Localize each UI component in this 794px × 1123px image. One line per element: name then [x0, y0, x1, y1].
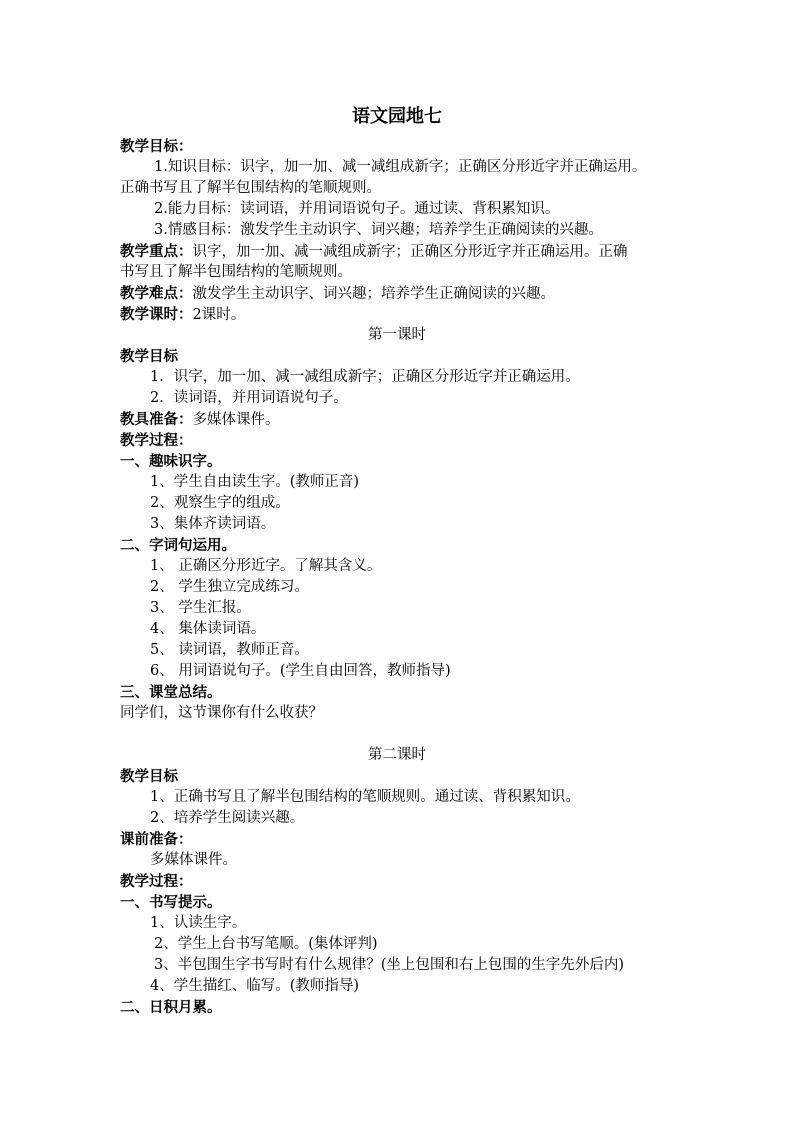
line-text: 1、认读生字。	[150, 915, 247, 931]
bold-heading-line	[120, 136, 680, 157]
line-text: 教学过程：	[120, 873, 193, 890]
line-text: 第一课时	[368, 327, 426, 343]
text-line	[120, 178, 680, 199]
line-text: 教学过程：	[120, 432, 193, 449]
text-line	[120, 241, 680, 263]
line-label: 教学重点：	[120, 243, 193, 260]
text-line	[120, 367, 710, 388]
text-line	[120, 787, 710, 808]
text-line	[120, 619, 710, 640]
line-text: 1.知识目标：识字，加一加、减一减组成新字；正确区分形近字并正确运用。	[154, 159, 647, 175]
line-text: 多媒体课件。	[192, 412, 280, 428]
text-line	[120, 199, 714, 220]
text-line	[120, 661, 710, 682]
line-text: 一、书写提示。	[120, 894, 222, 911]
text-line	[120, 262, 680, 283]
section-heading	[0, 745, 794, 766]
text-line	[120, 472, 710, 493]
line-text: 4、学生描红、临写。(教师指导)	[150, 978, 360, 994]
text-line	[120, 808, 710, 829]
line-text: 1、正确书写且了解半包围结构的笔顺规则。通过读、背积累知识。	[150, 789, 580, 805]
line-text: 识字，加一加、减一减组成新字；正确区分形近字并正确运用。正确	[192, 244, 628, 260]
bold-heading-line	[120, 535, 680, 556]
section-heading	[0, 325, 794, 346]
bold-heading-line	[120, 766, 680, 787]
line-text: 1、 正确区分形近字。了解其含义。	[150, 558, 382, 574]
line-text: 2、学生上台书写笔顺。(集体评判)	[154, 936, 378, 952]
text-line	[120, 598, 710, 619]
line-text: 二、日积月累。	[120, 999, 222, 1016]
line-text: 2、观察生字的组成。	[150, 495, 290, 511]
bold-heading-line	[120, 346, 680, 367]
line-text: 2．读词语，并用词语说句子。	[150, 390, 348, 406]
bold-heading-line	[120, 997, 680, 1018]
line-text: 教学目标	[120, 768, 178, 785]
bold-heading-line	[120, 451, 680, 472]
line-text: 课前准备：	[120, 831, 193, 848]
line-label: 教具准备：	[120, 411, 193, 428]
line-text: 2、培养学生阅读兴趣。	[150, 810, 305, 826]
text-line	[120, 913, 710, 934]
line-text: 书写且了解半包围结构的笔顺规则。	[120, 264, 352, 280]
text-line	[120, 409, 680, 431]
line-text: 三、课堂总结。	[120, 684, 222, 701]
bold-heading-line	[120, 892, 680, 913]
text-line	[120, 577, 710, 598]
line-text: 2、 学生独立完成练习。	[150, 579, 309, 595]
line-text: 5、 读词语，教师正音。	[150, 642, 309, 658]
text-line	[120, 556, 710, 577]
text-line	[120, 640, 710, 661]
text-line	[120, 934, 714, 955]
line-text: 激发学生主动识字、词兴趣；培养学生正确阅读的兴趣。	[192, 286, 555, 302]
text-line	[120, 976, 710, 997]
line-text: 3、集体齐读词语。	[150, 516, 276, 532]
line-text: 3、半包围生字书写时有什么规律？(坐上包围和右上包围的生字先外后内)	[154, 957, 625, 973]
line-text: 正确书写且了解半包围结构的笔顺规则。	[120, 180, 381, 196]
text-line	[120, 955, 714, 976]
line-text: 第二课时	[368, 747, 426, 763]
text-line	[120, 703, 680, 724]
text-line	[120, 157, 714, 178]
document-title: 语文园地七	[352, 106, 442, 127]
text-line	[120, 388, 710, 409]
text-line	[120, 850, 710, 871]
bold-heading-line	[120, 829, 680, 850]
line-text: 2课时。	[192, 307, 246, 323]
text-line	[120, 304, 680, 326]
line-text: 教学目标	[120, 348, 178, 365]
line-text: 一、趣味识字。	[120, 453, 222, 470]
line-text: 4、 集体读词语。	[150, 621, 266, 637]
line-text: 1、学生自由读生字。(教师正音)	[150, 474, 360, 490]
line-text: 多媒体课件。	[150, 852, 237, 868]
text-line	[120, 493, 710, 514]
line-text: 教学目标：	[120, 138, 193, 155]
text-line	[120, 514, 710, 535]
bold-heading-line	[120, 871, 680, 892]
bold-heading-line	[120, 430, 680, 451]
text-line	[120, 283, 680, 305]
line-text: 同学们，这节课你有什么收获？	[120, 705, 323, 721]
bold-heading-line	[120, 682, 680, 703]
line-text: 1．识字，加一加、减一减组成新字；正确区分形近字并正确运用。	[150, 369, 580, 385]
line-text: 3.情感目标：激发学生主动识字、词兴趣；培养学生正确阅读的兴趣。	[154, 222, 603, 238]
line-text: 二、字词句运用。	[120, 537, 236, 554]
line-text: 6、 用词语说句子。(学生自由回答，教师指导)	[150, 663, 451, 679]
line-text: 2.能力目标：读词语，并用词语说句子。通过读、背积累知识。	[154, 201, 560, 217]
line-label: 教学难点：	[120, 285, 193, 302]
line-label: 教学课时：	[120, 306, 193, 323]
text-line	[120, 220, 714, 241]
line-text: 3、 学生汇报。	[150, 600, 251, 616]
